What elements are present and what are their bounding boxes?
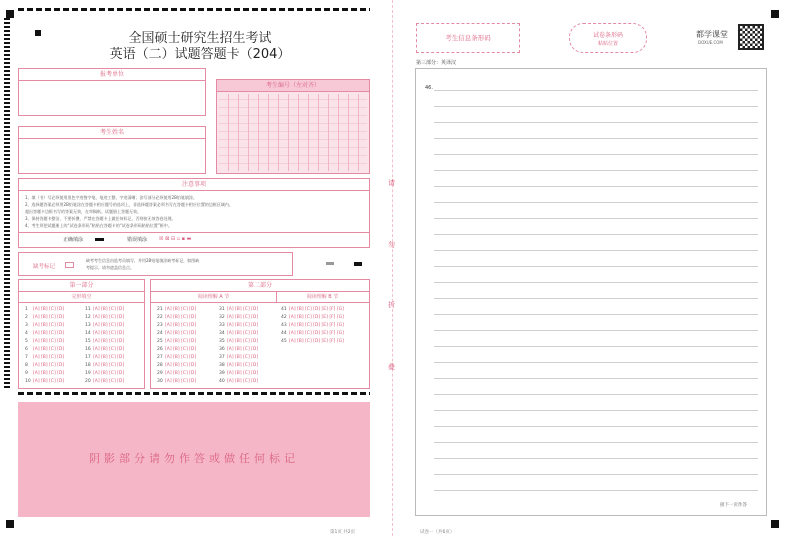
question-number: 6 [25,347,28,352]
question-number: 31 [219,307,225,312]
absent-label: 缺考标记 [33,264,56,270]
question-number: 38 [219,363,225,368]
notes-box [18,178,370,248]
fold-line [392,0,393,536]
answer-options[interactable]: [A] [B] [C] [D] [33,331,65,336]
question-number: 42 [281,315,287,320]
shaded-area-text: 阴影部分请勿作答或做任何标记 [89,452,299,465]
answer-options[interactable]: [A] [B] [C] [D] [93,347,125,352]
school-label: 报考单位 [19,69,205,81]
answer-options[interactable]: [A] [B] [C] [D] [227,315,259,320]
question-number: 36 [219,347,225,352]
answer-line[interactable] [434,186,758,187]
paper-barcode-area [569,23,647,53]
absent-note-line1: 缺考考生信息由监考员填写，并用2B铅笔填涂缺考标记，如图缺 [86,258,200,263]
student-barcode-area: 考生信息条形码 [416,23,520,53]
question-number: 18 [85,363,91,368]
paper-barcode-label: 试卷条形码 [592,32,623,39]
answer-line[interactable] [434,282,758,283]
wrong-fill-samples: ☒ ⊠ ⊟ ▫ ▪ ▬ [159,236,192,242]
part1-box[interactable] [18,279,145,389]
notes-title: 注意事项 [19,179,369,191]
answer-options[interactable]: [A] [B] [C] [D] [165,355,197,360]
answer-sheet-title: 英语（二）试题答题卡（204） [109,47,291,62]
question-number: 20 [85,379,91,384]
part2-subtitle-b: 阅读理解 B 节 [276,292,369,303]
note-item: 3、保持答题卡整洁，不要折叠，严禁在答题卡上做任何标记，否则按无效答卷处理。 [25,216,176,221]
answer-options[interactable]: [A] [B] [C] [D] [165,307,197,312]
question-number: 1 [25,307,28,312]
question-number: 33 [219,323,225,328]
fold-warning-char: 勿 [388,241,395,249]
answer-line[interactable] [434,234,758,235]
fold-warning-char: 请 [388,179,395,187]
answer-options[interactable]: [A] [B] [C] [D] [93,307,125,312]
question-number: 19 [85,371,91,376]
answer-options[interactable]: [A] [B] [C] [D] [227,371,259,376]
question-number: 28 [157,363,163,368]
question-number: 9 [25,371,28,376]
answer-line[interactable] [434,250,758,251]
question-number: 17 [85,355,91,360]
answer-options[interactable]: [A] [B] [C] [D] [165,347,197,352]
answer-line[interactable] [434,330,758,331]
answer-options[interactable]: [A] [B] [C] [D] [165,315,197,320]
answer-line[interactable] [434,474,758,475]
answer-options[interactable]: [A] [B] [C] [D] [93,363,125,368]
timing-marks-top [18,8,370,11]
answer-line[interactable] [434,490,758,491]
question-number: 35 [219,339,225,344]
timing-mark [354,262,362,266]
answer-options[interactable]: [A] [B] [C] [D] [33,315,65,320]
name-box[interactable] [18,126,206,174]
correct-fill-label: 正确填涂 [63,237,84,243]
answer-options[interactable]: [A] [B] [C] [D] [165,339,197,344]
note-item: 1、填（书）写必须使用黑色字迹签字笔，笔迹工整、字迹清晰；涂写部分必须使用2B铅笔填涂。 [25,195,197,200]
answer-options[interactable]: [A] [B] [C] [D] [93,371,125,376]
question-number: 40 [219,379,225,384]
question-number: 12 [85,315,91,320]
answer-options[interactable]: [A] [B] [C] [D] [33,379,65,384]
question-number: 45 [281,339,287,344]
answer-options[interactable]: [A] [B] [C] [D] [227,355,259,360]
page-number-left: 第1页 共2页 [330,530,356,535]
qr-code-icon [738,24,764,50]
answer-options[interactable]: [A] [B] [C] [D] [33,323,65,328]
answer-line[interactable] [434,202,758,203]
answer-line[interactable] [434,90,758,91]
question-number: 27 [157,355,163,360]
brand-url: DOXUE.COM [698,40,723,45]
answer-options[interactable]: [A] [B] [C] [D] [227,331,259,336]
question-number: 10 [25,379,31,384]
answer-line[interactable] [434,362,758,363]
answer-options[interactable]: [A] [B] [C] [D] [33,307,65,312]
answer-line[interactable] [434,138,758,139]
question-number: 13 [85,323,91,328]
question-number: 14 [85,331,91,336]
answer-options[interactable]: [A] [B] [C] [D] [227,363,259,368]
question-number: 43 [281,323,287,328]
question-number: 32 [219,315,225,320]
corner-marker [6,10,14,18]
question-number: 44 [281,331,287,336]
answer-options[interactable]: [A] [B] [C] [D] [227,347,259,352]
question-number: 41 [281,307,287,312]
wrong-fill-label: 错误填涂 [127,237,148,243]
question-number: 29 [157,371,163,376]
answer-options[interactable]: [A] [B] [C] [D] [E] [F] [G] [289,323,344,328]
answer-options[interactable]: [A] [B] [C] [D] [165,323,197,328]
answer-line[interactable] [434,378,758,379]
answer-options[interactable]: [A] [B] [C] [D] [93,331,125,336]
question-number: 11 [85,307,91,312]
answer-options[interactable]: [A] [B] [C] [D] [93,355,125,360]
answer-line[interactable] [434,106,758,107]
answer-options[interactable]: [A] [B] [C] [D] [93,379,125,384]
question-number: 16 [85,347,91,352]
question-number: 46. [425,85,433,91]
note-item: 超出答题卡边框书写的答案无效，在草稿纸、试题册上答题无效。 [25,209,141,214]
answer-options[interactable]: [A] [B] [C] [D] [33,371,65,376]
absent-note-line2: 考提示，请勿遮盖信息点。 [86,265,134,270]
answer-line[interactable] [434,298,758,299]
answer-options[interactable]: [A] [B] [C] [D] [227,307,259,312]
fold-warning-char: 叠 [388,363,395,371]
corner-marker [771,520,779,528]
answer-options[interactable]: [A] [B] [C] [D] [E] [F] [G] [289,331,344,336]
question-number: 37 [219,355,225,360]
answer-options[interactable]: [A] [B] [C] [D] [227,339,259,344]
timing-mark [326,262,334,265]
answer-options[interactable]: [A] [B] [C] [D] [93,323,125,328]
answer-line[interactable] [434,458,758,459]
question-number: 21 [157,307,163,312]
answer-line[interactable] [434,346,758,347]
absent-checkbox[interactable] [65,262,74,268]
timing-marks [4,18,10,390]
note-item: 2、选择题答案必须用2B铅笔涂在答题卡相应题号的选项上，非选择题答案必须书写在答题卡相应位置的边框区域内。 [25,202,233,207]
question-number: 8 [25,363,28,368]
question-number: 34 [219,331,225,336]
answer-options[interactable]: [A] [B] [C] [D] [33,347,65,352]
continue-note: 接下一页作答 [720,503,747,508]
answer-options[interactable]: [A] [B] [C] [D] [165,331,197,336]
question-number: 3 [25,323,28,328]
correct-fill-sample [95,238,104,241]
absent-box[interactable] [18,252,293,276]
question-number: 30 [157,379,163,384]
question-number: 5 [25,339,28,344]
exam-id-bubbles[interactable] [219,94,367,171]
shaded-no-mark-area [18,402,370,517]
question-number: 7 [25,355,28,360]
notes-divider [19,232,369,233]
answer-line[interactable] [434,154,758,155]
part2-subtitle-a: 阅读理解 A 节 [151,292,277,303]
brand-name: 都学课堂 [696,30,728,39]
question-number: 4 [25,331,28,336]
answer-line[interactable] [434,426,758,427]
part1-subtitle: 完形填空 [19,292,144,303]
page-number-right: 试卷一（共6页） [420,530,455,535]
answer-options[interactable]: [A] [B] [C] [D] [33,355,65,360]
answer-line[interactable] [434,266,758,267]
part2-title: 第二部分 [151,280,369,292]
paper-barcode-sublabel: 粘贴位置 [597,41,618,47]
answer-line[interactable] [434,314,758,315]
exam-id-grid[interactable] [216,79,370,174]
answer-line[interactable] [434,394,758,395]
corner-marker [6,520,14,528]
question-number: 23 [157,323,163,328]
answer-options[interactable]: [A] [B] [C] [D] [E] [F] [G] [289,339,344,344]
translation-answer-box[interactable] [415,68,767,516]
answer-line[interactable] [434,410,758,411]
answer-options[interactable]: [A] [B] [C] [D] [227,323,259,328]
note-item: 4、考生须把试题册上的“试卷条形码”粘贴在答题卡的“试卷条形码粘贴位置”框中。 [25,223,172,228]
answer-options[interactable]: [A] [B] [C] [D] [33,363,65,368]
part2-box[interactable] [150,279,370,389]
question-number: 15 [85,339,91,344]
answer-line[interactable] [434,122,758,123]
name-label: 考生姓名 [19,127,205,139]
fold-warning-char: 折 [388,301,395,309]
answer-options[interactable]: [A] [B] [C] [D] [227,379,259,384]
corner-marker [771,10,779,18]
question-number: 25 [157,339,163,344]
question-number: 22 [157,315,163,320]
exam-title: 全国硕士研究生招生考试 [128,31,272,46]
answer-options[interactable]: [A] [B] [C] [D] [93,315,125,320]
answer-options[interactable]: [A] [B] [C] [D] [33,339,65,344]
part1-title: 第一部分 [19,280,144,292]
answer-options[interactable]: [A] [B] [C] [D] [165,371,197,376]
answer-line[interactable] [434,442,758,443]
corner-marker [35,30,41,36]
answer-options[interactable]: [A] [B] [C] [D] [165,379,197,384]
question-number: 24 [157,331,163,336]
answer-line[interactable] [434,170,758,171]
timing-marks-bottom [18,392,370,395]
section-label: 第三部分：英译汉 [416,60,457,66]
question-number: 2 [25,315,28,320]
answer-options[interactable]: [A] [B] [C] [D] [E] [F] [G] [289,315,344,320]
exam-id-label: 考生编号（左对齐） [217,80,369,92]
answer-options[interactable]: [A] [B] [C] [D] [E] [F] [G] [289,307,344,312]
answer-options[interactable]: [A] [B] [C] [D] [165,363,197,368]
school-box[interactable] [18,68,206,116]
answer-line[interactable] [434,218,758,219]
question-number: 39 [219,371,225,376]
question-number: 26 [157,347,163,352]
answer-options[interactable]: [A] [B] [C] [D] [93,339,125,344]
